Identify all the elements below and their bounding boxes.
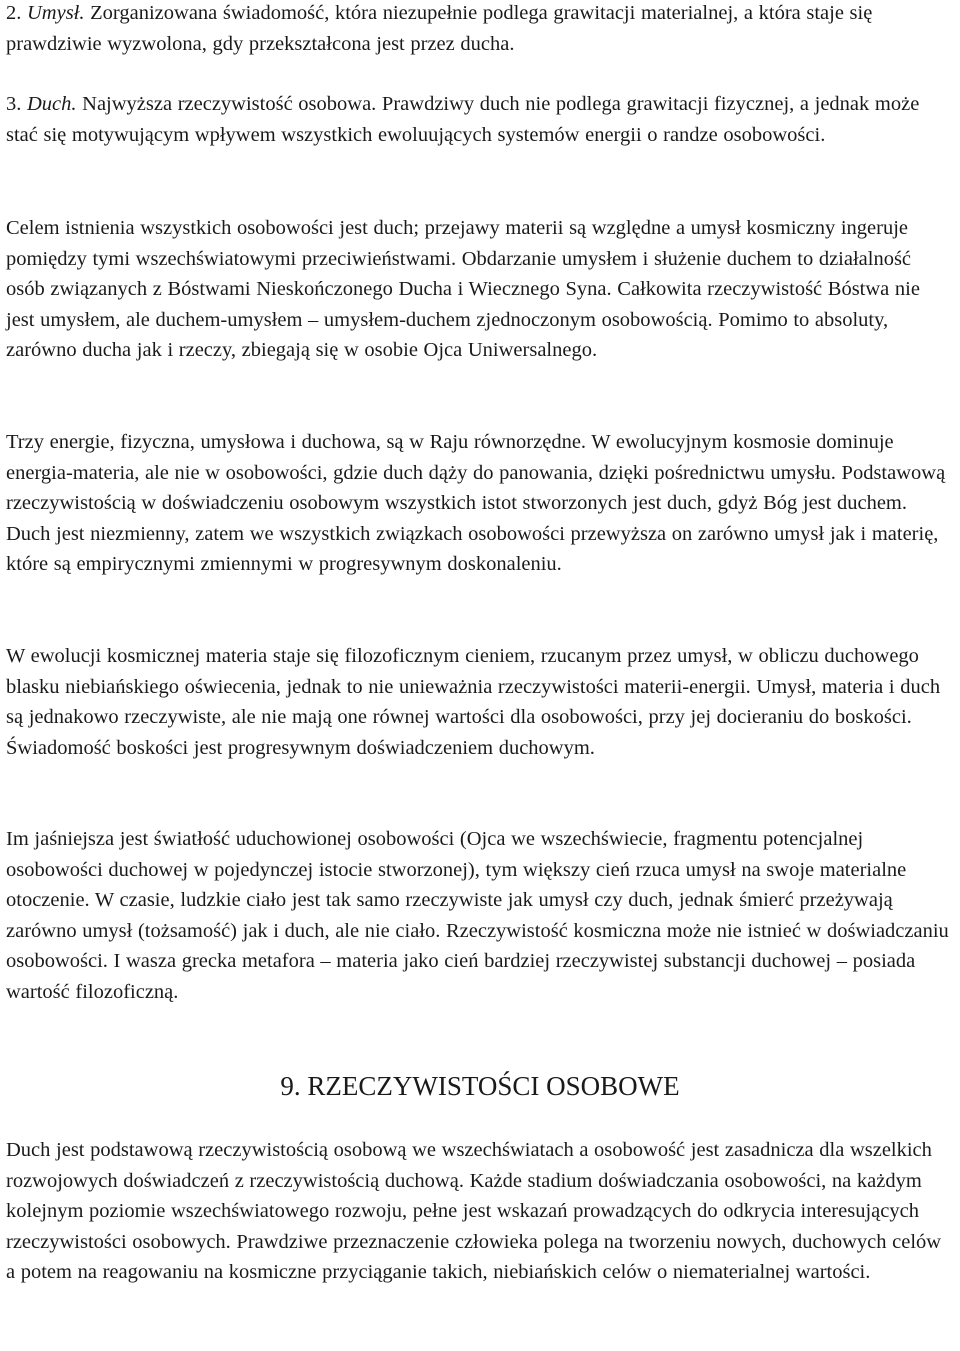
list-item-mind (6, 0, 954, 59)
paragraph: W ewolucji kosmicznej materia staje się filozoficznym cieniem, rzucanym przez umysł, w obliczu duchowego blasku niebiańskiego oświecenia, jednak to nie unieważnia rzeczywistości materii-energii. Umysł, materia i duch są jednakowo rzeczywiste, ale nie mają one równej wartości dla osobowości, przy jej docieraniu do boskości. Świadomość boskości jest progresywnym doświadczeniem duchowym. (6, 645, 941, 759)
list-item-text: Najwyższa rzeczywistość osobowa. Prawdziwy duch nie podlega grawitacji fizycznej, a jednak może stać się motywującym wpływem wszystkich ewoluujących systemów energii o randze osobowości. (6, 93, 920, 146)
paragraph: Celem istnienia wszystkich osobowości jest duch; przejawy materii są względne a umysł kosmiczny ingeruje pomiędzy tymi wszechświatowymi przeciwieństwami. Obdarzanie umysłem i służenie duchem to działalność osób związanych z Bóstwami Nieskończonego Ducha i Wiecznego Syna. Całkowita rzeczywistość Bóstwa nie jest umysłem, ale duchem-umysłem – umysłem-duchem zjednoczonym osobowością. Pomimo to absoluty, zarówno ducha jak i rzeczy, zbiegają się w osobie Ojca Uniwersalnego. (6, 217, 920, 362)
paragraph: Im jaśniejsza jest światłość uduchowionej osobowości (Ojca we wszechświecie, fragmentu potencjalnej osobowości duchowej w pojedynczej istocie stworzonej), tym większy cień rzuca umysł na swoje materialne otoczenie. W czasie, ludzkie ciało jest tak samo rzeczywiste jak umysł czy duch, jednak śmierć przeżywają zarówno umysł (tożsamość) jak i duch, ale nie ciało. Rzeczywistość kosmiczna może nie istnieć w doświadczaniu osobowości. I wasza grecka metafora – materia jako cień bardziej rzeczywistej substancji duchowej – posiada wartość filozoficzną. (6, 828, 949, 1003)
list-item-term: Duch. (27, 93, 77, 115)
list-item-number: 2. (6, 2, 22, 24)
list-item-spirit (6, 89, 954, 150)
list-item-number: 3. (6, 93, 22, 115)
section-paragraph: Duch jest podstawową rzeczywistością osobową we wszechświatach a osobowość jest zasadnicza dla wszelkich rozwojowych doświadczeń z rzeczywistością duchową. Każde stadium doświadczania osobowości, na każdym kolejnym poziomie wszechświatowego rozwoju, pełne jest wskazań prowadzących do odkrycia interesujących rzeczywistości osobowych. Prawdziwe przeznaczenie człowieka polega na tworzeniu nowych, duchowych celów a potem na reagowaniu na kosmiczne przyciąganie takich, niebiańskich celów o niematerialnej wartości. (6, 1139, 942, 1284)
section-heading: 9. RZECZYWISTOŚCI OSOBOWE (280, 1071, 680, 1101)
list-item-text: Zorganizowana świadomość, która niezupełnie podlega grawitacji materialnej, a która staje się prawdziwie wyzwolona, gdy przekształcona jest przez ducha. (6, 2, 873, 55)
list-item-term: Umysł. (27, 2, 85, 24)
paragraph: Trzy energie, fizyczna, umysłowa i duchowa, są w Raju równorzędne. W ewolucyjnym kosmosie dominuje energia-materia, ale nie w osobowości, gdzie duch dąży do panowania, dzięki pośrednictwu umysłu. Podstawową rzeczywistością w doświadczeniu osobowym wszystkich istot stworzonych jest duch, gdyż Bóg jest duchem. Duch jest niezmienny, zatem we wszystkich związkach osobowości przewyższa on zarówno umysł jak i materię, które są empirycznymi zmiennymi w progresywnym doskonaleniu. (6, 431, 946, 576)
